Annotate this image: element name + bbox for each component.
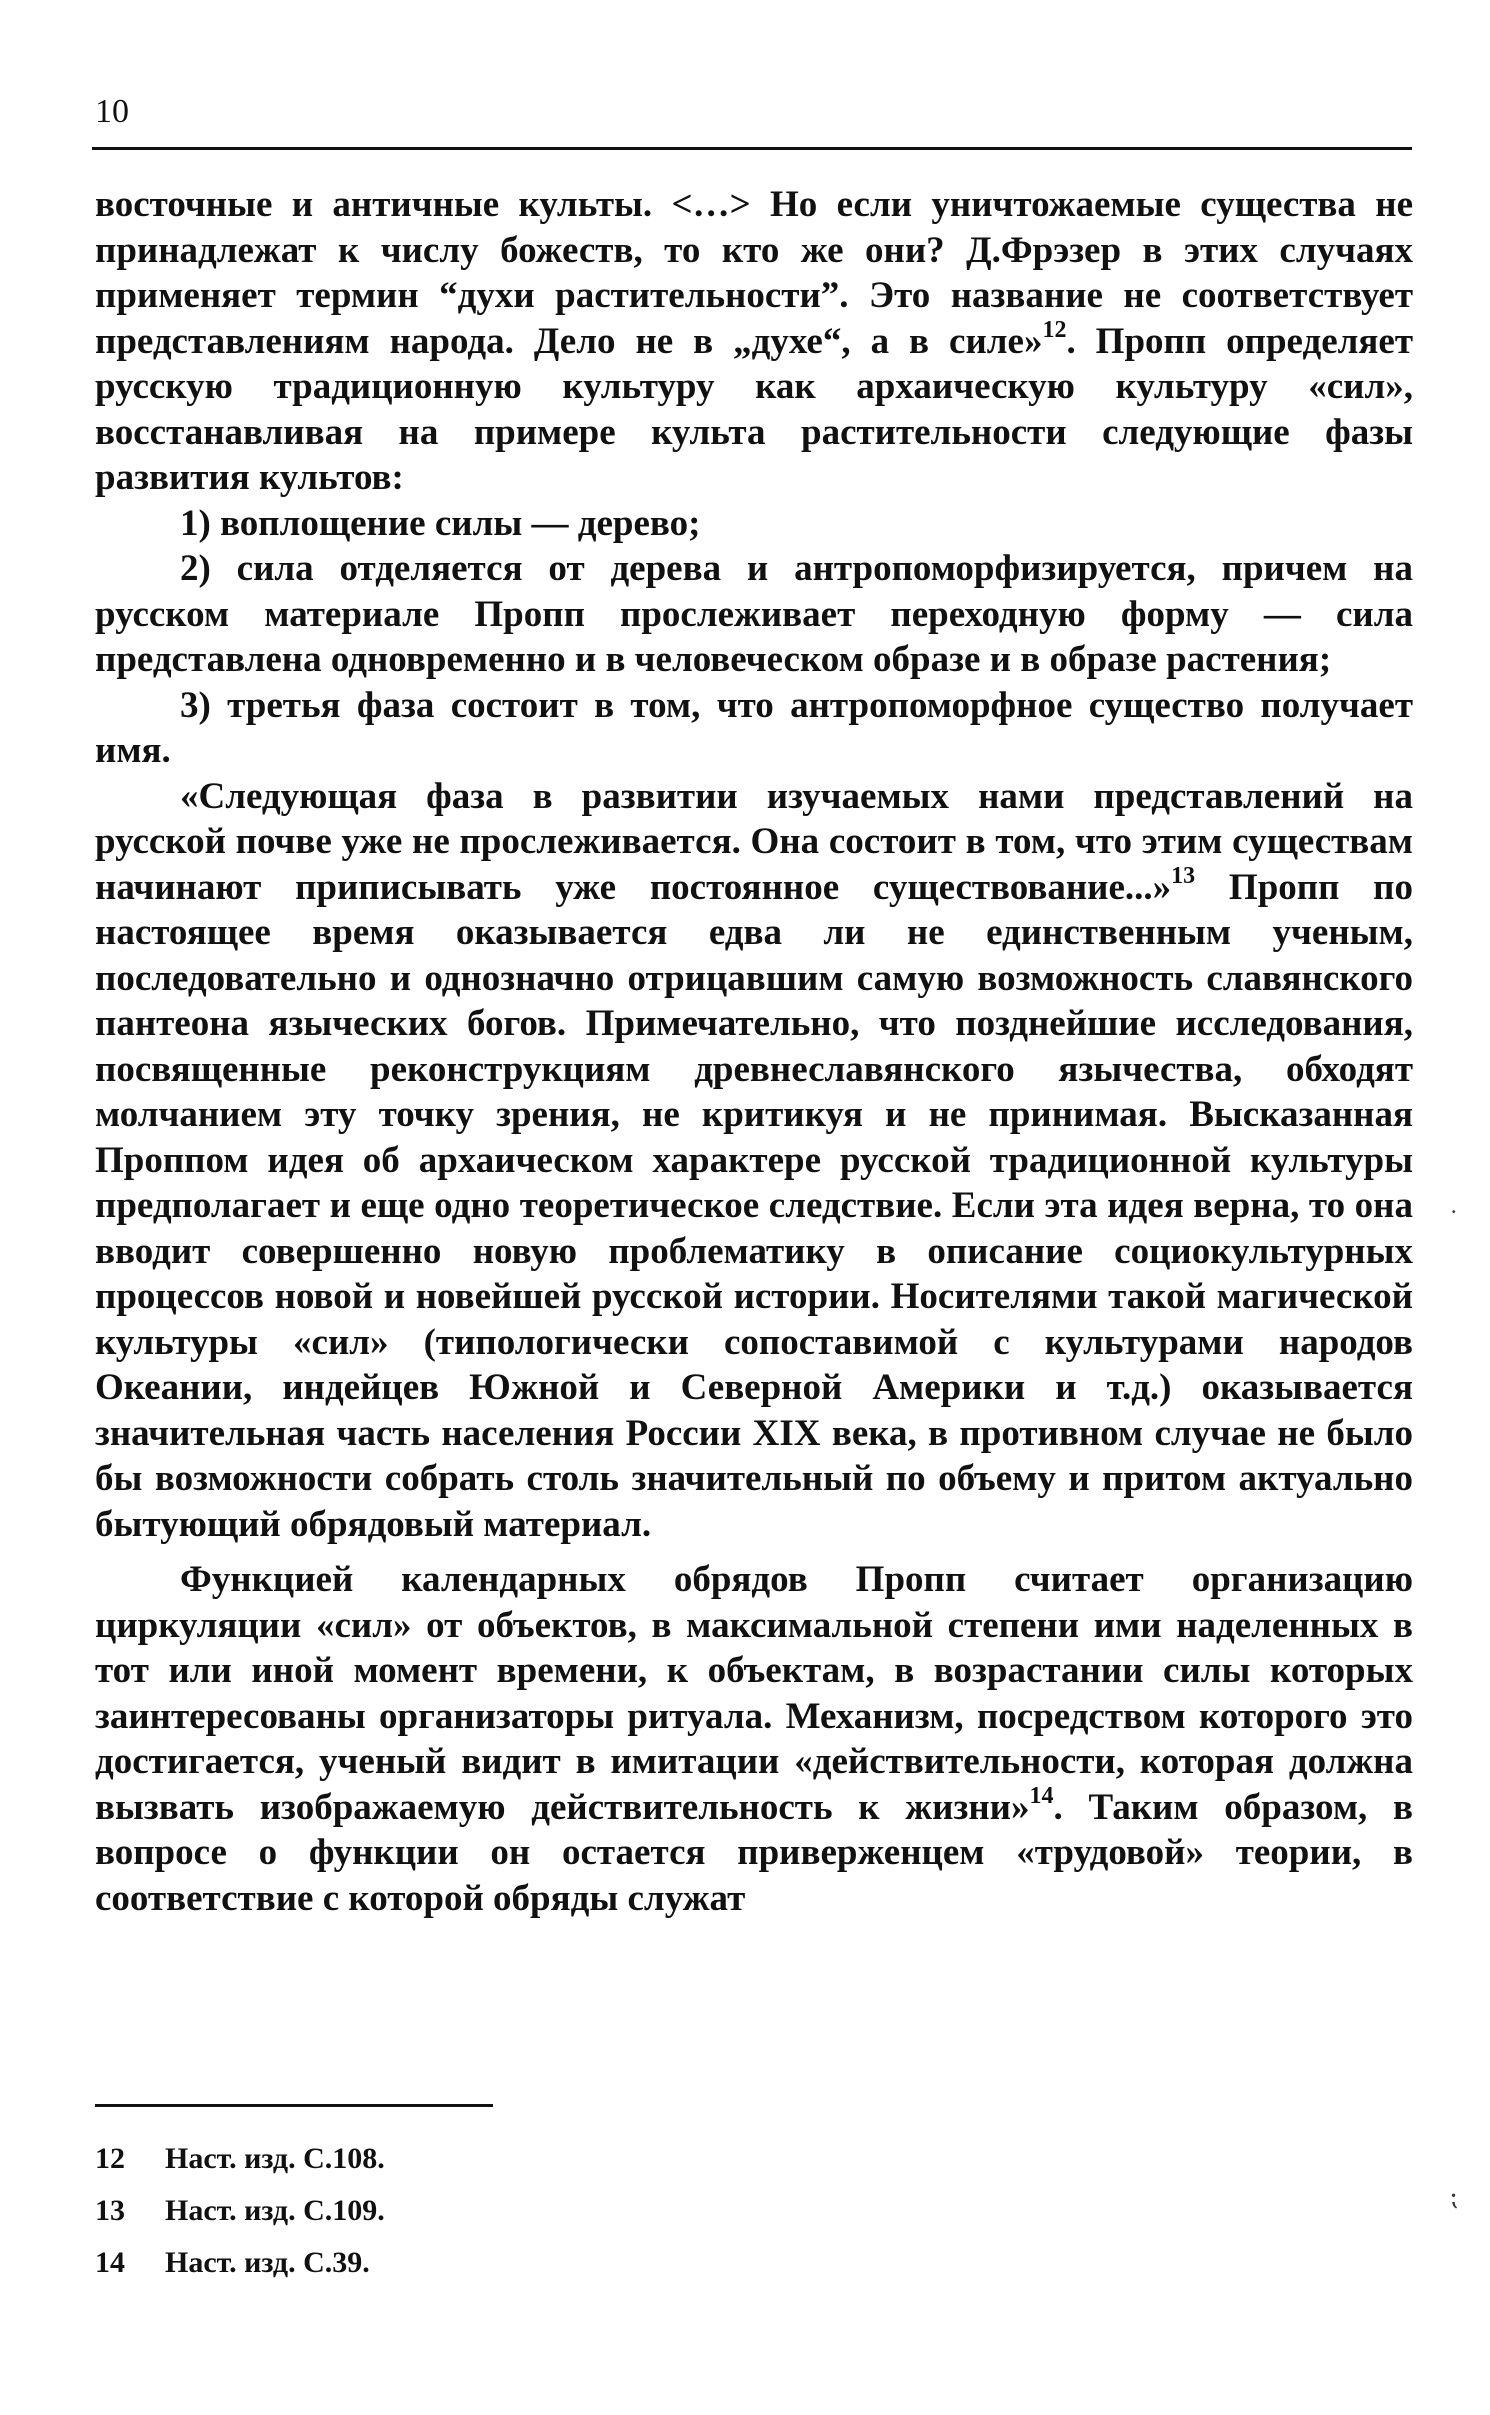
list-item — [95, 683, 1413, 774]
paragraph-text: «Следующая фаза в развитии изучаемых нами представлений на русской почве уже не прослеживается. Она состоит в том, что этим существам начинают приписывать уже постоянное существование...» — [95, 775, 1413, 908]
paragraph-text: восточные и античные культы. <…> Но если уничтожаемые существа не принадлежат к числу божеств, то кто же они? Д.Фрэзер в этих случаях применяет термин “духи растительности”. Это название не соответствует представлениям народа. Дело не в „духе“, а в силе» — [95, 184, 1413, 362]
paragraph-text: 3) третья фаза состоит в том, что антропоморфное существо получает имя. — [95, 684, 1413, 771]
header-rule — [92, 147, 1412, 150]
paragraph-text: Пропп по настоящее время оказывается едва ли не единственным ученым, последовательно и однозначно отрицавшим самую возможность славянского пантеона языческих богов. Примечательно, что позднейшие исследования, посвященные реконструкциям древнеславянского язычества, обходят молчанием эту точку зрения, не критикуя и не принимая. Высказанная Проппом идея об архаическом характере русской традиционной культуры предполагает и еще одно теоретическое следствие. Если эта идея верна, то она вводит совершенно новую проблематику в описание социокультурных процессов новой и новейшей русской истории. Носителями такой магической культуры «сил» (типологически сопоставимой с культурами народов Океании, индейцев Южной и Северной Америки и т.д.) оказывается значительная часть населения России XIX века, в противном случае не было бы возможности собрать столь значительный по объему и притом актуально бытующий обрядовый материал. — [95, 866, 1413, 1545]
list-item — [95, 546, 1413, 683]
footnote-number: 14 — [95, 2246, 125, 2279]
footnote-ref[interactable]: 14 — [1029, 1783, 1054, 1810]
footnote-rule — [95, 2104, 493, 2107]
footnote — [95, 2133, 385, 2185]
paragraph — [95, 774, 1413, 1548]
body-text — [95, 182, 1413, 1921]
footnotes — [95, 2133, 385, 2289]
footnote-number: 13 — [95, 2194, 125, 2227]
paragraph — [95, 1557, 1413, 1921]
page-number: 10 — [95, 93, 129, 130]
paragraph-text: . Таким образом, в вопросе о функции он остается приверженцем «трудовой» теории, в соответствие с которой обряды служат — [95, 1786, 1413, 1919]
footnote-ref[interactable]: 12 — [1042, 317, 1067, 344]
scan-speck-icon: ⁏ — [1449, 2182, 1458, 2211]
footnote-number: 12 — [95, 2142, 125, 2175]
paragraph-text: 2) сила отделяется от дерева и антропоморфизируется, причем на русском материале Пропп прослеживает переходную форму — сила представлена одновременно и в человеческом образе и в образе растения; — [95, 548, 1413, 680]
list-item — [95, 501, 1413, 547]
footnote — [95, 2237, 385, 2289]
footnote-ref[interactable]: 13 — [1171, 863, 1196, 890]
paragraph-text: Функцией календарных обрядов Пропп считает организацию циркуляции «сил» от объектов, в максимальной степени ими наделенных в тот или иной момент времени, к объектам, в возрастании силы которых заинтересованы организаторы ритуала. Механизм, посредством которого это достигается, ученый видит в имитации «действительности, которая должна вызвать изображаемую действительность к жизни» — [95, 1559, 1413, 1828]
footnote-text: Наст. изд. С.109. — [165, 2194, 385, 2227]
footnote — [95, 2185, 385, 2237]
footnote-text: Наст. изд. С.108. — [165, 2142, 385, 2175]
paragraph-text: . Пропп определяет русскую традиционную культуру как архаическую культуру «сил», восстанавливая на примере культа растительности следующие фазы развития культов: — [95, 320, 1413, 498]
footnote-text: Наст. изд. С.39. — [165, 2246, 370, 2279]
paragraph — [95, 182, 1413, 501]
paragraph-text: 1) воплощение силы — дерево; — [180, 502, 701, 544]
scan-speck-icon: ˙ — [1449, 1205, 1458, 1234]
